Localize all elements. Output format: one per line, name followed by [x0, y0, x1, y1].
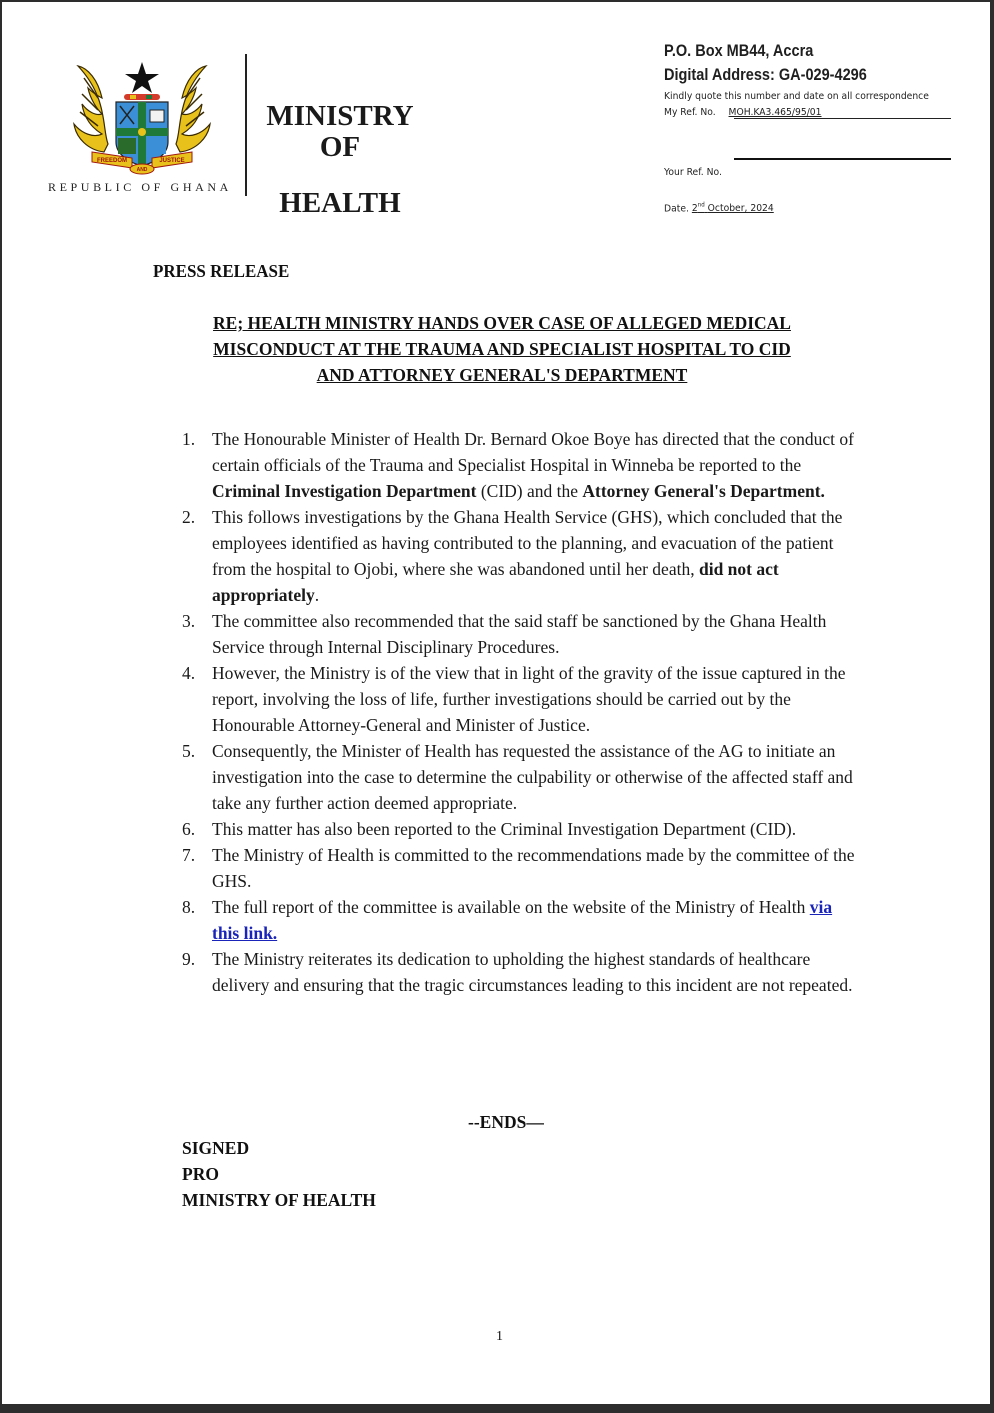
list-item	[182, 660, 862, 738]
quote-note: Kindly quote this number and date on all correspondence	[664, 91, 929, 102]
item-text: The Ministry of Health is committed to the recommendations made by the committee of the GHS.	[212, 845, 855, 891]
crest-caption: REPUBLIC OF GHANA	[48, 180, 232, 194]
item-text: The full report of the committee is available on the website of the Ministry of Health	[212, 897, 810, 917]
item-text: This follows investigations by the Ghana Health Service (GHS), which concluded that the employees identified as having contributed to the planning, and evacuation of the patient from the hospital to Ojobi, where she was abandoned until her death,	[212, 507, 843, 579]
list-item	[182, 426, 862, 504]
item-bold-text: Attorney General's Department.	[582, 481, 825, 501]
motto-and: AND	[136, 167, 148, 173]
your-ref-label: Your Ref. No.	[664, 167, 722, 178]
date-month-year: October, 2024	[707, 203, 774, 215]
page-number: 1	[496, 1329, 503, 1344]
item-number: 8.	[182, 897, 196, 917]
list-item	[182, 816, 862, 842]
postal-address: P.O. Box MB44, Accra	[664, 42, 814, 60]
letterhead-divider	[245, 54, 247, 196]
item-text: Consequently, the Minister of Health has requested the assistance of the AG to initiate an investigation into the case to determine the culpability or otherwise of the affected staff and take any further action deemed appropriate.	[212, 741, 853, 813]
motto-freedom: FREEDOM	[97, 158, 127, 164]
signoff-ministry: MINISTRY OF HEALTH	[182, 1190, 376, 1210]
press-release-label: PRESS RELEASE	[153, 261, 290, 281]
item-text: However, the Ministry is of the view that in light of the gravity of the issue captured in the report, involving the loss of life, further investigations should be carried out by the Honourable Attorney-General and Minister of Justice.	[212, 663, 846, 735]
ends-marker: --ENDS—	[468, 1112, 544, 1132]
my-ref	[664, 107, 822, 118]
headline-line: RE; HEALTH MINISTRY HANDS OVER CASE OF ALLEGED MEDICAL	[213, 313, 791, 333]
signoff-signed: SIGNED	[182, 1138, 250, 1158]
my-ref-value: MOH.KA3.465/95/01	[728, 107, 822, 118]
item-number: 6.	[182, 819, 196, 839]
item-bold-text: Criminal Investigation Department	[212, 481, 477, 501]
item-number: 2.	[182, 507, 196, 527]
headline-line: MISCONDUCT AT THE TRAUMA AND SPECIALIST HOSPITAL TO CID	[213, 339, 791, 359]
item-number: 3.	[182, 611, 196, 631]
list-item	[182, 608, 862, 660]
date-day: 2	[691, 203, 698, 215]
item-text: The Ministry reiterates its dedication to upholding the highest standards of healthcare delivery and ensuring that the tragic circumstances leading to this incident are not repeated.	[212, 949, 853, 995]
ministry-title-line1: MINISTRY	[266, 100, 414, 132]
list-item	[182, 894, 862, 946]
my-ref-underline	[734, 118, 951, 119]
signoff-pro: PRO	[182, 1164, 219, 1184]
your-ref-line	[734, 158, 951, 160]
item-text: The committee also recommended that the said staff be sanctioned by the Ghana Health Service through Internal Disciplinary Procedures.	[212, 611, 827, 657]
date-suffix: nd	[697, 202, 705, 209]
item-number: 5.	[182, 741, 196, 761]
date-label: Date.	[664, 203, 689, 215]
document-page	[2, 2, 990, 1404]
item-text: (CID) and the	[476, 481, 583, 501]
press-release-points	[182, 426, 862, 998]
motto-justice: JUSTICE	[159, 158, 185, 164]
item-number: 7.	[182, 845, 196, 865]
date-value	[692, 203, 774, 214]
report-link[interactable]: via this link.	[212, 897, 833, 943]
item-number: 4.	[182, 663, 196, 683]
list-item	[182, 504, 862, 608]
list-item	[182, 946, 862, 998]
headline	[142, 310, 862, 388]
list-item	[182, 738, 862, 816]
ministry-title-line2: OF	[319, 131, 361, 163]
date-line	[664, 202, 774, 214]
list-item	[182, 842, 862, 894]
headline-line: AND ATTORNEY GENERAL'S DEPARTMENT	[316, 365, 688, 385]
my-ref-label: My Ref. No.	[664, 107, 716, 118]
digital-address: Digital Address: GA-029-4296	[664, 66, 867, 84]
item-text: .	[314, 585, 320, 605]
item-number: 9.	[182, 949, 196, 969]
item-number: 1.	[182, 429, 196, 449]
ministry-title-line3: HEALTH	[279, 187, 401, 219]
item-text: The Honourable Minister of Health Dr. Bernard Okoe Boye has directed that the conduct of certain officials of the Trauma and Specialist Hospital in Winneba be reported to the	[212, 429, 854, 475]
item-text: This matter has also been reported to the Criminal Investigation Department (CID).	[212, 819, 797, 839]
item-bold-text: did not act appropriately	[212, 559, 779, 605]
ghana-coat-of-arms-icon	[68, 58, 216, 176]
